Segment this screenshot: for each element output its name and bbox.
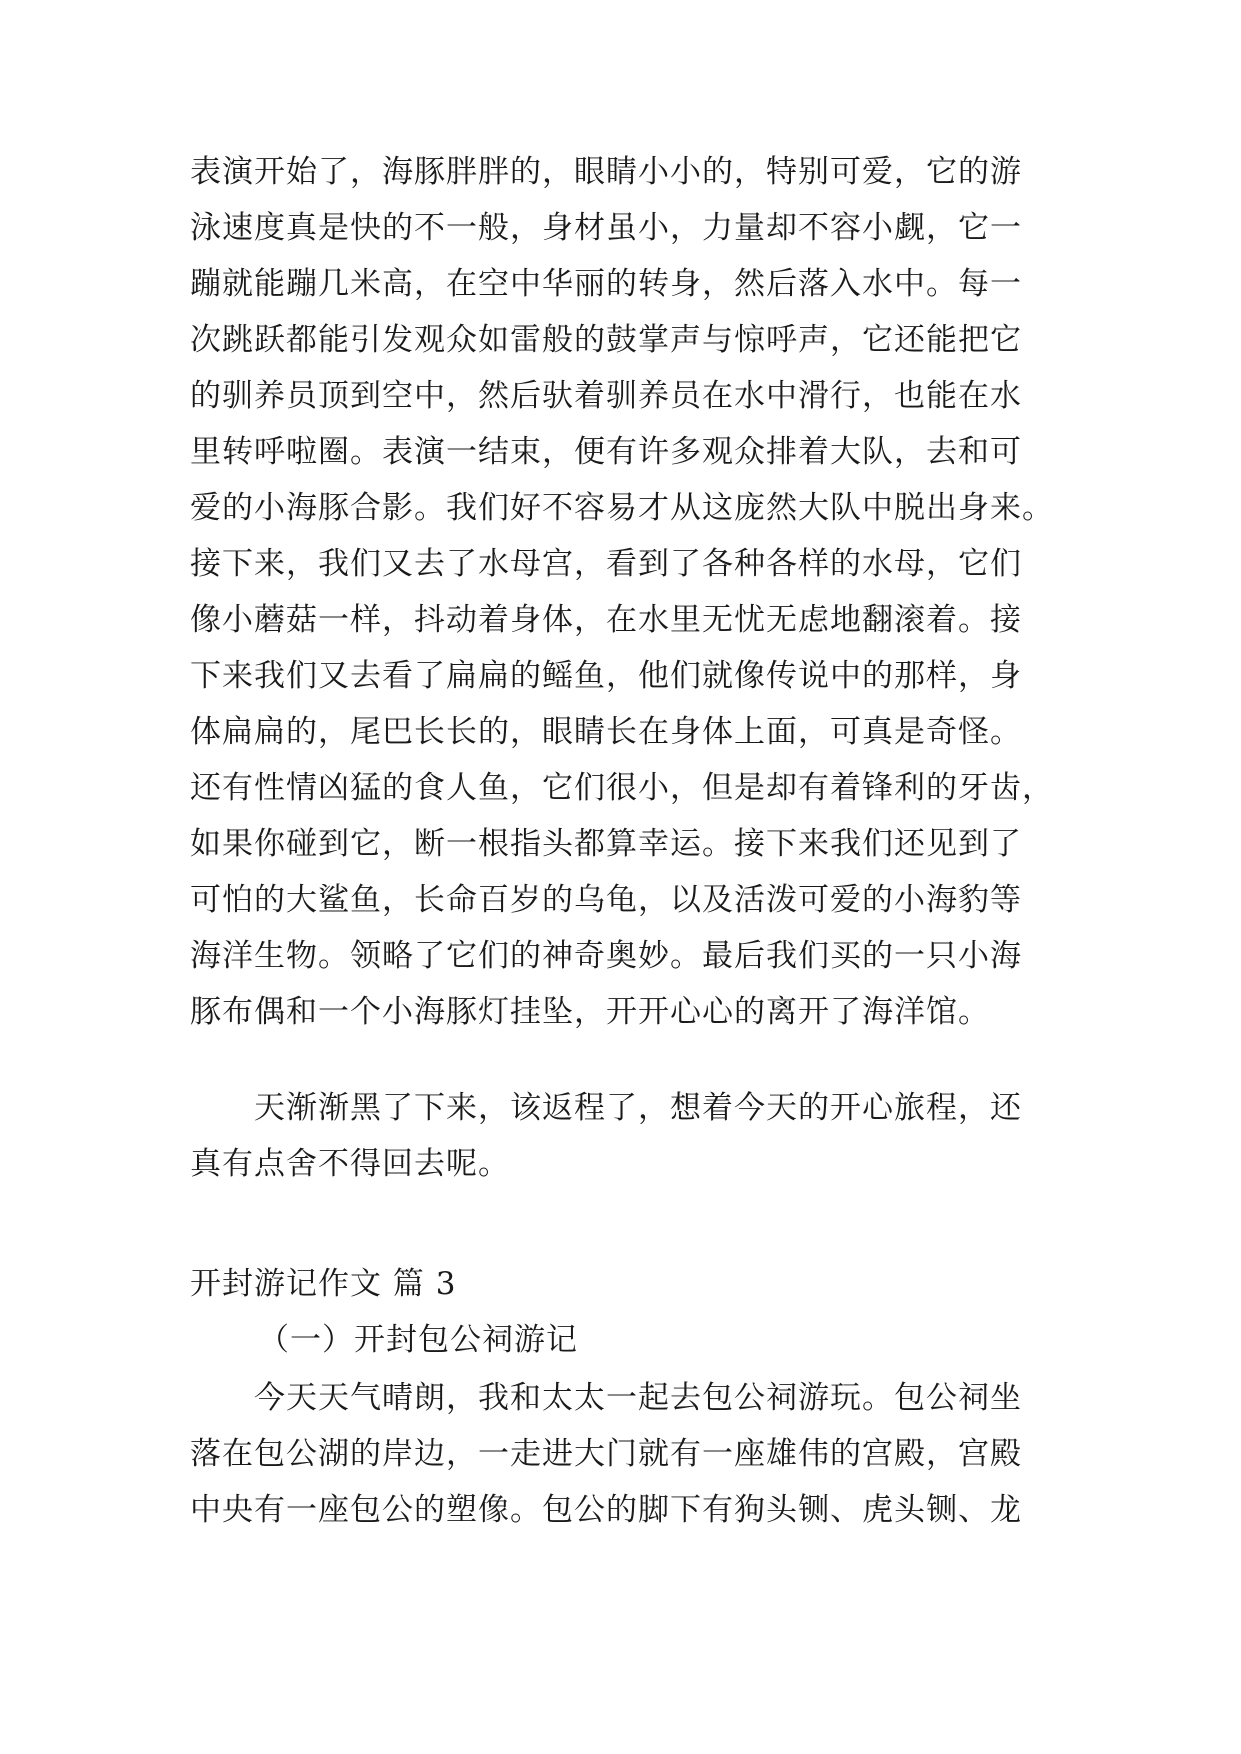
text-line: 接下来，我们又去了水母宫，看到了各种各样的水母，它们 (190, 546, 1022, 582)
section-subtitle: （一）开封包公祠游记 (258, 1322, 578, 1358)
text-line: 落在包公湖的岸边，一走进大门就有一座雄伟的宫殿，宫殿 (190, 1436, 1022, 1472)
text-line: 豚布偶和一个小海豚灯挂坠，开开心心的离开了海洋馆。 (190, 994, 990, 1030)
text-line: 如果你碰到它，断一根指头都算幸运。接下来我们还见到了 (190, 826, 1022, 862)
text-line: 表演开始了，海豚胖胖的，眼睛小小的，特别可爱，它的游 (190, 154, 1022, 190)
text-line: 泳速度真是快的不一般，身材虽小，力量却不容小觑，它一 (190, 210, 1022, 246)
paragraph-baogong-temple (190, 1370, 1070, 1538)
text-line: 还有性情凶猛的食人鱼，它们很小，但是却有着锋利的牙齿， (190, 770, 1054, 806)
text-line: 天渐渐黑了下来，该返程了，想着今天的开心旅程，还 (254, 1090, 1022, 1126)
text-line: 次跳跃都能引发观众如雷般的鼓掌声与惊呼声，它还能把它 (190, 322, 1022, 358)
text-line: 体扁扁的，尾巴长长的，眼睛长在身体上面，可真是奇怪。 (190, 714, 1022, 750)
paragraph-return-trip (190, 1080, 1070, 1192)
text-line: 蹦就能蹦几米高，在空中华丽的转身，然后落入水中。每一 (190, 266, 1022, 302)
text-line: 下来我们又去看了扁扁的鳐鱼，他们就像传说中的那样，身 (190, 658, 1022, 694)
paragraph-haitun-show (190, 144, 1070, 1040)
text-line: 海洋生物。领略了它们的神奇奥妙。最后我们买的一只小海 (190, 938, 1022, 974)
text-line: 像小蘑菇一样，抖动着身体，在水里无忧无虑地翻滚着。接 (190, 602, 1022, 638)
text-line: 可怕的大鲨鱼，长命百岁的乌龟，以及活泼可爱的小海豹等 (190, 882, 1022, 918)
text-line: 中央有一座包公的塑像。包公的脚下有狗头铡、虎头铡、龙 (190, 1492, 1022, 1528)
text-line: 里转呼啦圈。表演一结束，便有许多观众排着大队，去和可 (190, 434, 1022, 470)
text-line: 的驯养员顶到空中，然后驮着驯养员在水中滑行，也能在水 (190, 378, 1022, 414)
section-title: 开封游记作文 篇 3 (190, 1266, 457, 1302)
text-line: 今天天气晴朗，我和太太一起去包公祠游玩。包公祠坐 (254, 1380, 1022, 1416)
text-line: 爱的小海豚合影。我们好不容易才从这庞然大队中脱出身来。 (190, 490, 1054, 526)
text-line: 真有点舍不得回去呢。 (190, 1146, 510, 1182)
